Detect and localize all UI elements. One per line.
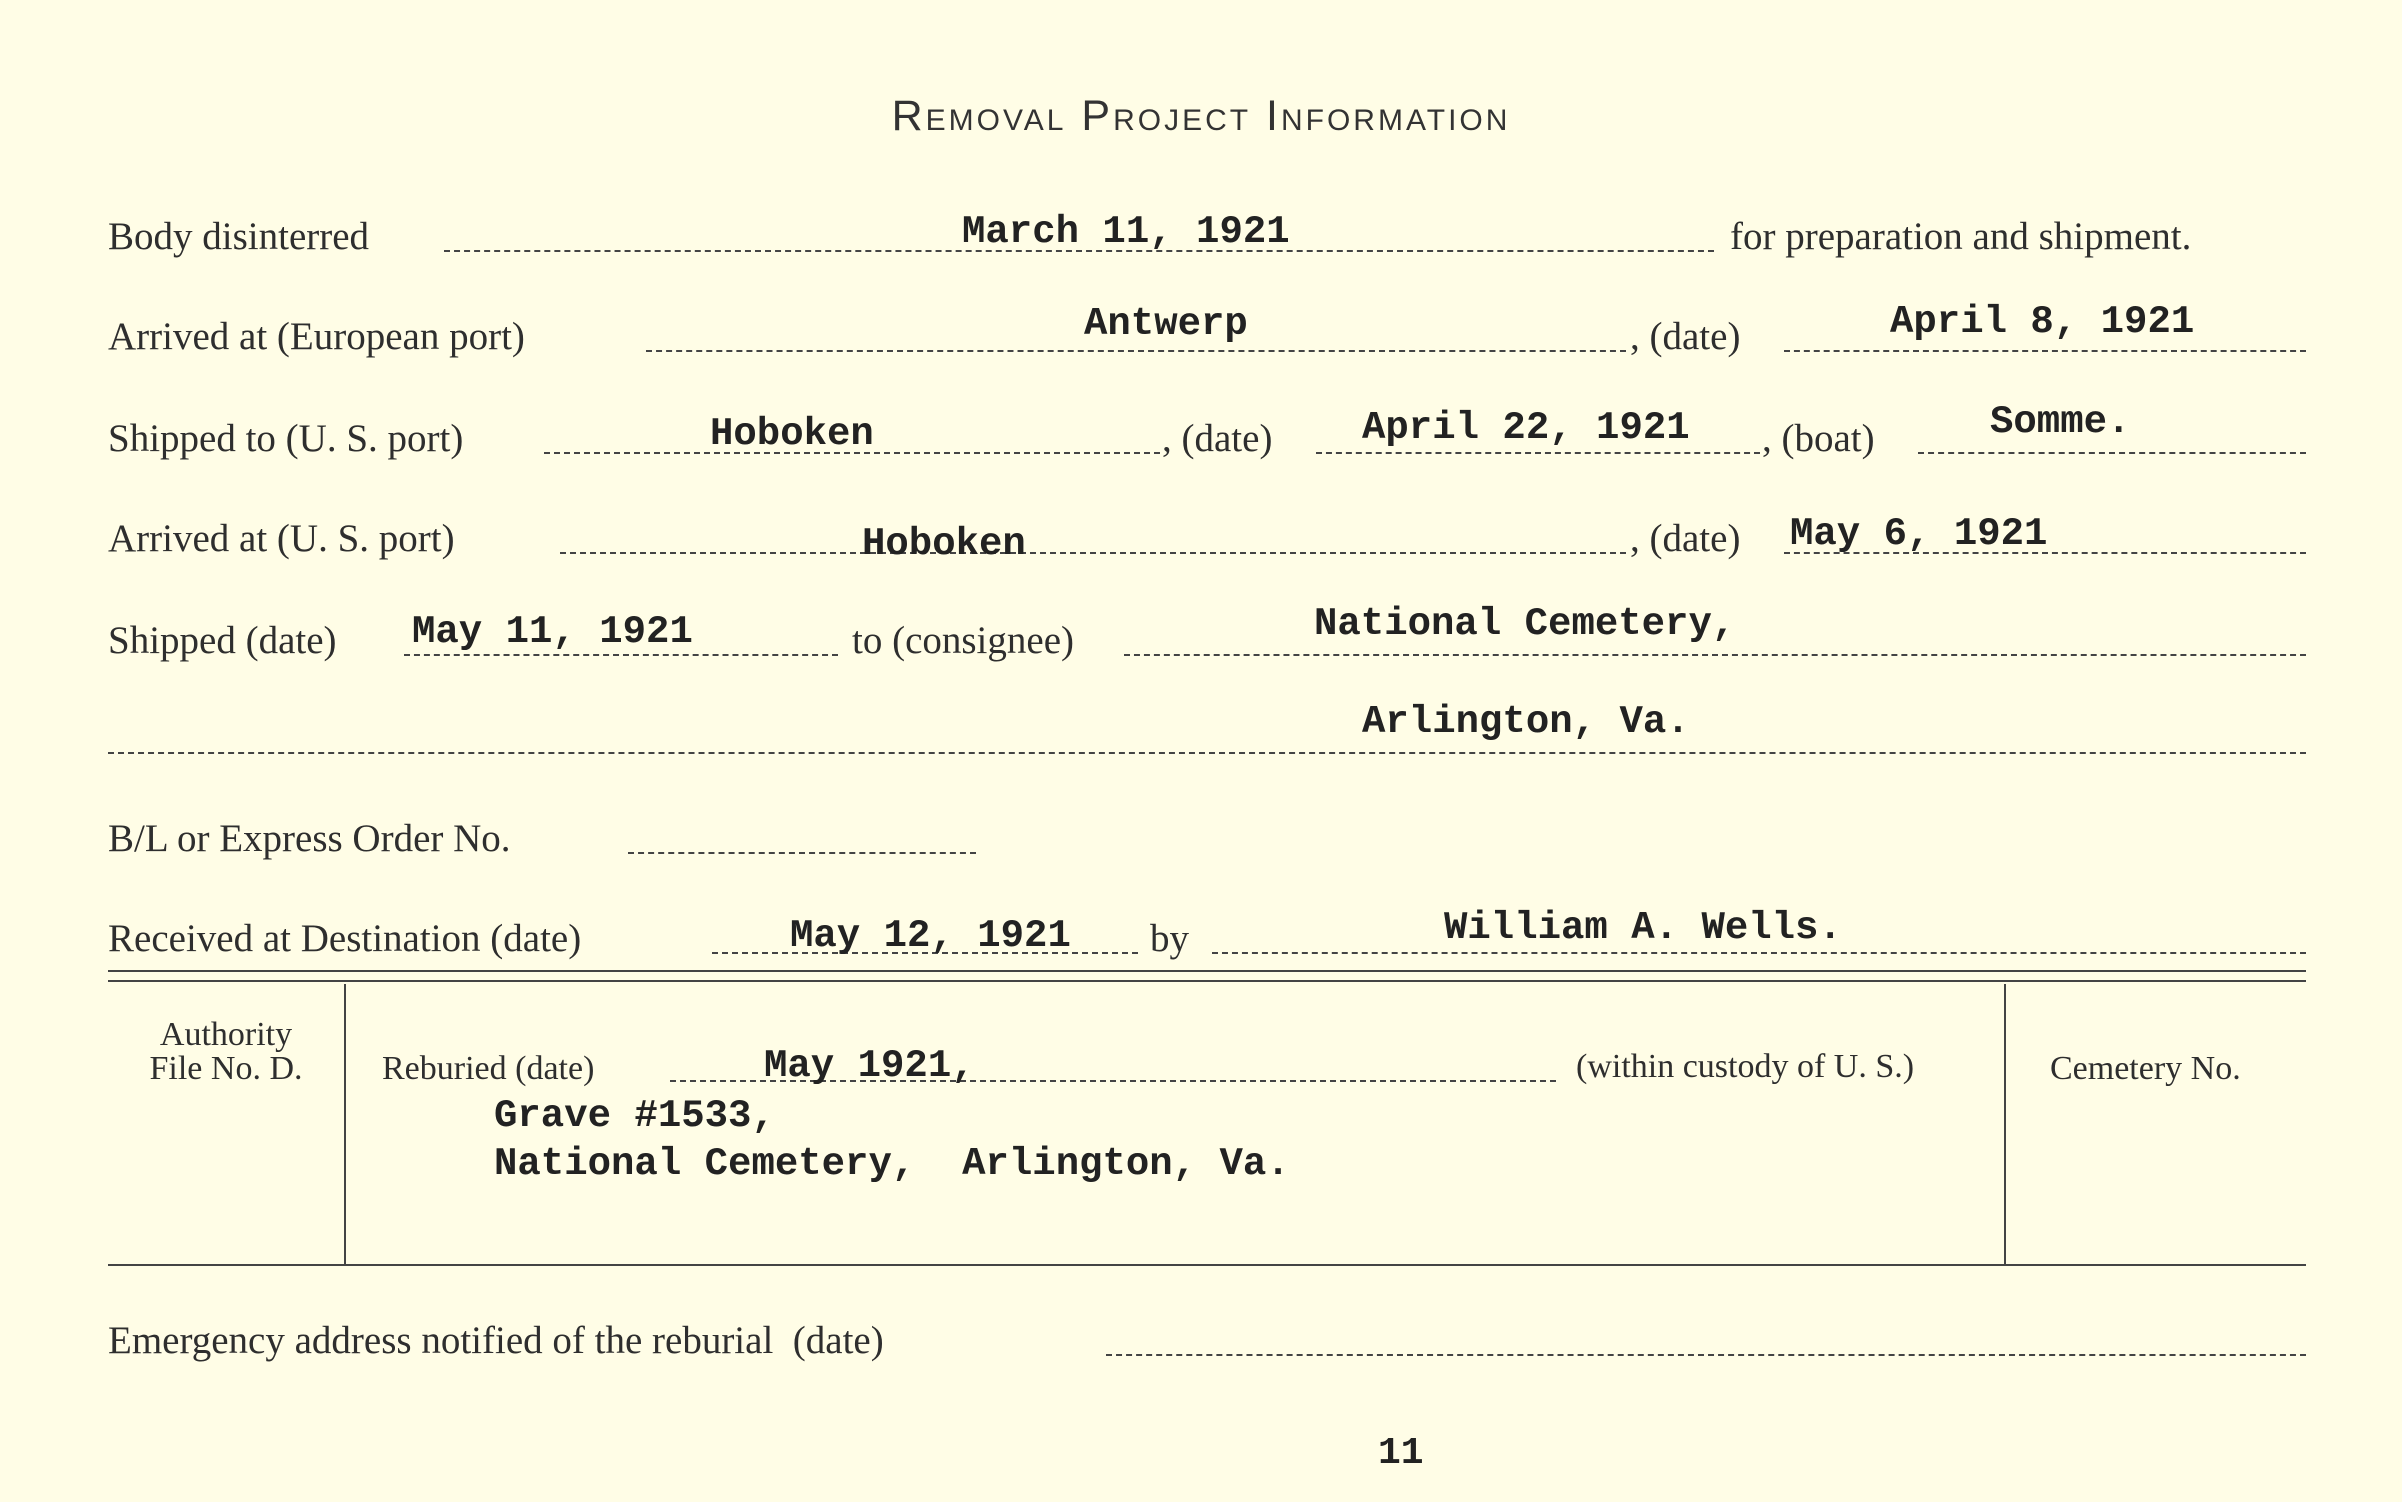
received-label: Received at Destination (date) bbox=[108, 917, 582, 960]
grave-number: Grave #1533, bbox=[494, 1094, 775, 1138]
shipped-label: Shipped (date) bbox=[108, 619, 337, 662]
consignee-line2: Arlington, Va. bbox=[1362, 700, 1690, 744]
us-port-shipped-label: Shipped to (U. S. port) bbox=[108, 417, 464, 460]
emergency-address-line bbox=[1106, 1354, 2306, 1356]
card-title: Removal Project Information bbox=[891, 92, 1511, 140]
european-port-value: Antwerp bbox=[1084, 302, 1248, 346]
box-divider-right bbox=[2004, 984, 2006, 1264]
us-port-arrived-line bbox=[560, 552, 1626, 554]
emergency-address-label: Emergency address notified of the reburial (date) bbox=[108, 1319, 884, 1362]
us-port-arrived-label: Arrived at (U. S. port) bbox=[108, 517, 455, 560]
authority-label-2: File No. D. bbox=[149, 1050, 303, 1087]
shipped-final-date: May 11, 1921 bbox=[412, 610, 693, 654]
us-arrival-date-label: , (date) bbox=[1630, 517, 1741, 560]
european-port-label: Arrived at (European port) bbox=[108, 315, 525, 358]
us-arrival-date: May 6, 1921 bbox=[1790, 512, 2048, 556]
consignee-line1: National Cemetery, bbox=[1314, 602, 1736, 646]
european-arrival-date: April 8, 1921 bbox=[1890, 300, 2195, 344]
box-bottom-rule bbox=[108, 1264, 2306, 1266]
disinterred-date: March 11, 1921 bbox=[962, 210, 1290, 254]
custody-label: (within custody of U. S.) bbox=[1576, 1048, 1915, 1085]
boat-label: , (boat) bbox=[1762, 417, 1875, 460]
consignee-line bbox=[1124, 654, 2306, 656]
body-disinterred-label: Body disinterred bbox=[108, 215, 370, 258]
box-top-rule-1 bbox=[108, 970, 2306, 972]
received-by-line bbox=[1212, 952, 2306, 954]
received-by: William A. Wells. bbox=[1444, 906, 1842, 950]
shipped-date-line bbox=[1316, 452, 1760, 454]
consignee-label: to (consignee) bbox=[852, 619, 1075, 662]
received-date: May 12, 1921 bbox=[790, 914, 1071, 958]
reburied-label: Reburied (date) bbox=[382, 1050, 595, 1087]
reburied-date: May 1921, bbox=[764, 1044, 975, 1088]
page-number: 11 bbox=[1378, 1432, 1424, 1475]
by-label: by bbox=[1150, 917, 1189, 960]
european-date-line bbox=[1784, 350, 2306, 352]
box-divider-left bbox=[344, 984, 346, 1264]
bl-order-label: B/L or Express Order No. bbox=[108, 817, 511, 860]
consignee-continuation-line bbox=[108, 752, 2306, 754]
us-port-arrived-value: Hoboken bbox=[862, 522, 1026, 566]
european-date-label: , (date) bbox=[1630, 315, 1741, 358]
preparation-label: for preparation and shipment. bbox=[1730, 215, 2192, 258]
boat-line bbox=[1918, 452, 2306, 454]
bl-order-line bbox=[628, 852, 976, 854]
shipped-date-label: , (date) bbox=[1162, 417, 1273, 460]
authority-label-1: Authority bbox=[159, 1016, 293, 1053]
boat-value: Somme. bbox=[1990, 400, 2131, 444]
reburial-location: National Cemetery, Arlington, Va. bbox=[494, 1142, 1290, 1186]
us-port-shipped-value: Hoboken bbox=[710, 412, 874, 456]
european-port-line bbox=[646, 350, 1626, 352]
shipped-line bbox=[404, 654, 838, 656]
box-top-rule-2 bbox=[108, 980, 2306, 982]
cemetery-no-label: Cemetery No. bbox=[2050, 1050, 2241, 1087]
shipped-date-value: April 22, 1921 bbox=[1362, 406, 1690, 450]
